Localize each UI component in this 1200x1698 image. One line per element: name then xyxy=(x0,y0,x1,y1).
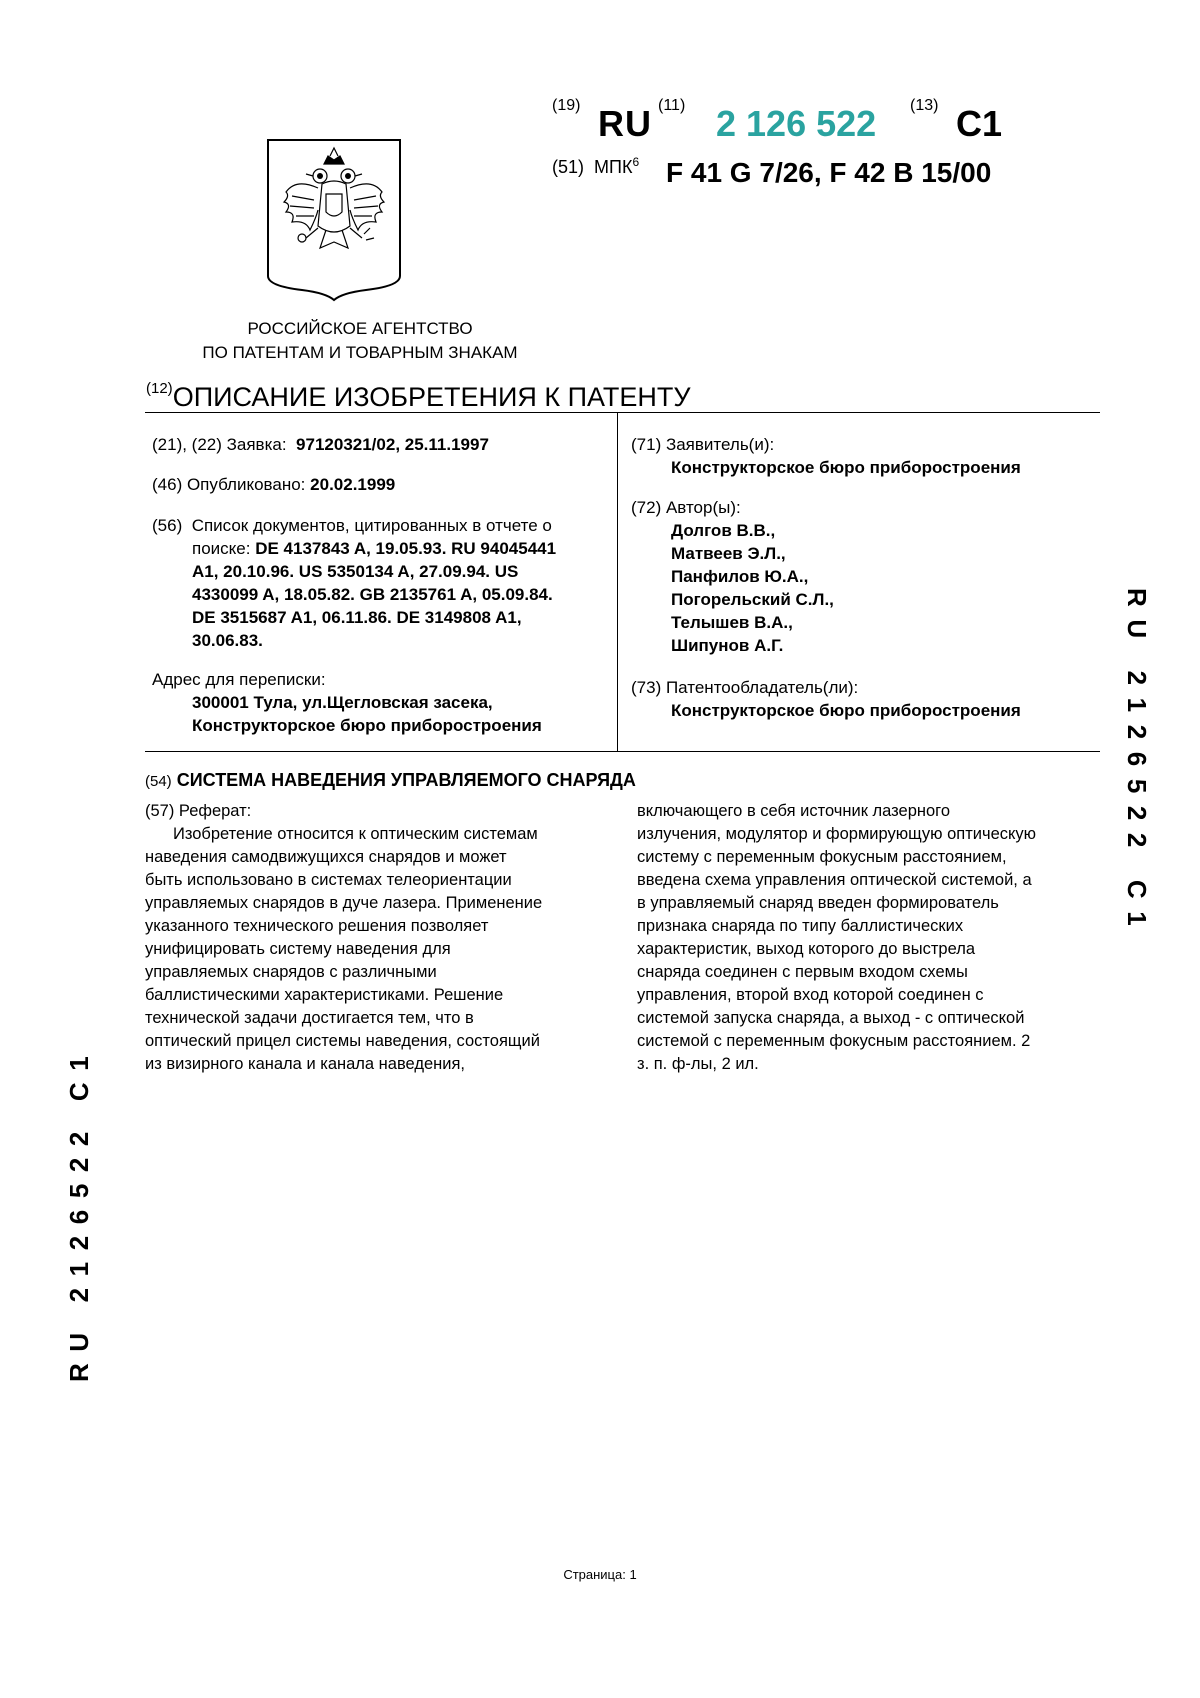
abstract-left-column: (57) Реферат: Изобретение относится к оптическим системам наведения самодвижущихся снарядов и может быть использовано в системах телеориентации управляемых снарядов в дуче лазера. Применение указанного технического решения позволяет унифицировать систему наведения для управляемых снарядов с различными баллистическими характеристиками. Решение технической задачи достигается тем, что в оптический прицел системы наведения, состоящий из визирного канала и канала наведения, xyxy=(145,800,581,1076)
patent-number: 2 126 522 xyxy=(716,103,877,144)
abstract-label: (57) Реферат: xyxy=(145,802,252,820)
divider-top xyxy=(145,412,1100,413)
inid-19: (19) xyxy=(552,97,581,114)
page-number: Страница: 1 xyxy=(563,1567,637,1582)
field-application: (21), (22) Заявка: 97120321/02, 25.11.1997 xyxy=(152,435,489,454)
author-name: Долгов В.В., xyxy=(671,521,776,540)
invention-title: (54) СИСТЕМА НАВЕДЕНИЯ УПРАВЛЯЕМОГО СНАРЯДА xyxy=(145,770,636,790)
divider-vertical xyxy=(617,413,618,751)
author-name: Шипунов А.Г. xyxy=(671,636,784,655)
coat-of-arms-icon xyxy=(266,138,402,302)
inid-13: (13) xyxy=(910,97,939,114)
field-applicant: (71) Заявитель(и): Конструкторское бюро приборостроения xyxy=(631,435,1021,477)
field-authors: (72) Автор(ы): Долгов В.В., Матвеев Э.Л., Панфилов Ю.А., Погорельский С.Л., Телышев В.А., Шипунов А.Г. xyxy=(631,498,834,655)
kind-code: C1 xyxy=(956,103,1003,144)
field-holder: (73) Патентообладатель(ли): Конструкторское бюро приборостроения xyxy=(631,678,1021,720)
author-name: Матвеев Э.Л., xyxy=(671,544,786,563)
side-id-left: RU 2126522 C1 xyxy=(64,1044,94,1382)
inid-11: (11) xyxy=(658,97,686,114)
author-name: Панфилов Ю.А., xyxy=(671,567,809,586)
field-address: Адрес для переписки: 300001 Тула, ул.Щегловская засека, Конструкторское бюро приборостроения xyxy=(152,670,542,735)
field-published: (46) Опубликовано: 20.02.1999 xyxy=(152,475,396,494)
side-id-right: RU 2126522 C1 xyxy=(1122,588,1152,939)
author-name: Телышев В.А., xyxy=(671,613,793,632)
country-code: RU xyxy=(598,103,652,144)
agency-name: РОССИЙСКОЕ АГЕНТСТВО ПО ПАТЕНТАМ И ТОВАРНЫМ ЗНАКАМ xyxy=(202,319,518,362)
abstract-right-column: включающего в себя источник лазерного излучения, модулятор и формирующую оптическую систему с переменным фокусным расстоянием, введена схема управления оптической системой, а в управляемый снаряд введен формирователь признака снаряда по типу баллистических характеристик, выход которого до выстрела снаряда соединен с первым входом схемы управления, второй вход которой соединен с системой запуска снаряда, а выход - с оптической системой с переменным фокусным расстоянием. 2 з. п. ф-лы, 2 ил. xyxy=(637,802,1037,1073)
field-citations: (56) Список документов, цитированных в отчете о поиске: DE 4137843 A, 19.05.93. RU 94045441 A1, 20.10.96. US 5350134 A, 27.09.94. US 4330099 A, 18.05.82. GB 2135761 A, 05.09.84. DE 3515687 A1, 06.11.86. DE 3149808 A1, 30.06.83. xyxy=(152,516,557,650)
author-name: Погорельский С.Л., xyxy=(671,590,834,609)
ipc-classes: F 41 G 7/26, F 42 B 15/00 xyxy=(666,157,992,188)
ipc-label: (51) МПК$^6$ xyxy=(552,155,640,177)
document-title: (12)ОПИСАНИЕ ИЗОБРЕТЕНИЯ К ПАТЕНТУ xyxy=(146,380,691,412)
divider-bottom xyxy=(145,751,1100,752)
